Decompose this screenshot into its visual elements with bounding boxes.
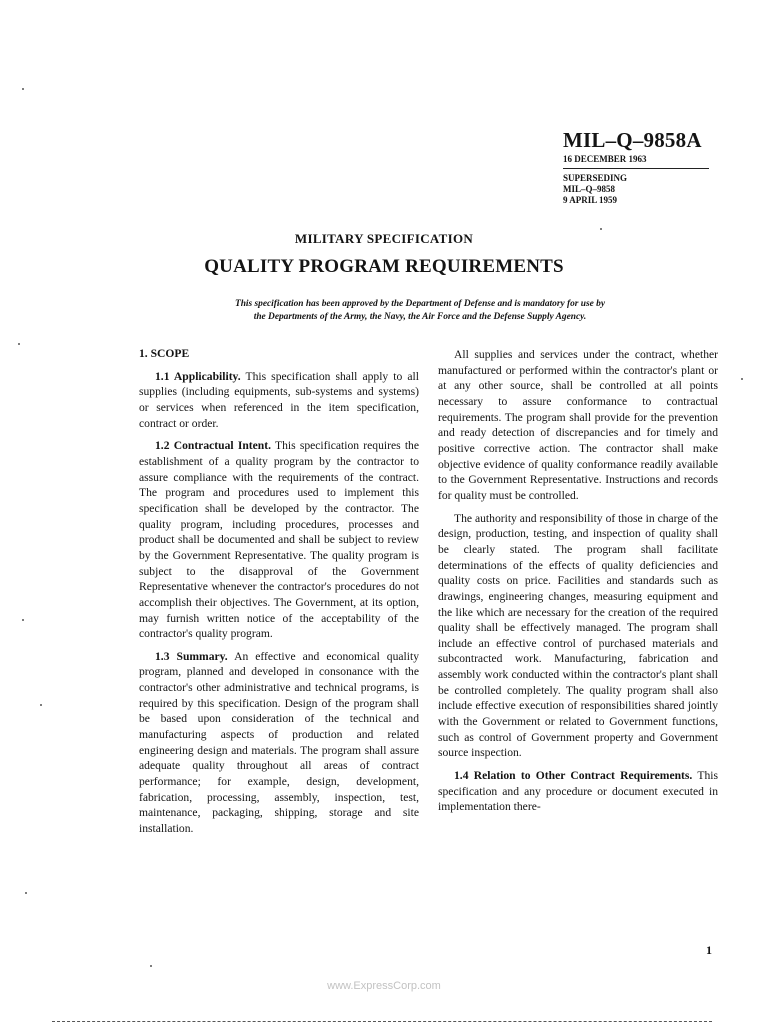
approval-statement bbox=[150, 298, 690, 324]
document-number: MIL–Q–9858A bbox=[563, 128, 702, 152]
paragraph-1-3 bbox=[139, 649, 419, 837]
paragraph-1-2-text: This specification requires the establishment of a quality program by the contractor to assure compliance with the requirements of the contract. The program and procedures used to implement this specification shall be developed by the contractor. The quality program, including procedures, processes and product shall be documented and shall be subject to review by the Government Representative. The quality program is subject to the disapproval of the Government Representative whenever the contractor's procedures do not accomplish their objectives. The Government, at its option, may furnish written notice of the acceptability of the contractor's quality program. bbox=[139, 439, 420, 641]
specification-type: MILITARY SPECIFICATION bbox=[294, 231, 474, 246]
paragraph-1-3-heading: 1.3 Summary. bbox=[155, 649, 228, 663]
paragraph-authority: The authority and responsibility of those in charge of the design, production, testing, and inspection of quality shall be clearly stated. The program shall facilitate determinations of the effects of quality deficiencies and quality costs on price. Facilities and standards such as drawings, engineering changes, measuring equipment and the like which are necessary for the creation of the required quality shall be effectively managed. The program shall include an effective control of purchased materials and subcontracted work. Manufacturing, fabrication and assembly work conducted within the contractor's plant shall be controlled completely. The quality program shall also include effective execution of responsibilities shared jointly with the Government or related to Government functions, such as control of Government property and Government source inspection. bbox=[438, 511, 718, 760]
superseded-document: MIL–Q–9858 bbox=[563, 184, 616, 194]
document-date: 16 DECEMBER 1963 bbox=[563, 154, 647, 164]
paragraph-1-2-heading: 1.2 Contractual Intent. bbox=[155, 439, 271, 453]
document-title: QUALITY PROGRAM REQUIREMENTS bbox=[204, 256, 564, 277]
approval-line-1: This specification has been approved by the Department of Defense and is mandatory for use by bbox=[234, 299, 606, 309]
watermark: www.ExpressCorp.com bbox=[327, 980, 441, 992]
paragraph-1-4 bbox=[438, 768, 718, 815]
scan-speck bbox=[600, 228, 602, 230]
section-heading-scope: 1. SCOPE bbox=[139, 347, 190, 360]
paragraph-1-3-text: An effective and economical quality program, planned and developed in consonance with the contractor's other administrative and technical programs, is required by this specification. Design of the program shall be based upon consideration of the technical and manufacturing aspects of production and related engineering design and materials. The program shall assure adequate quality throughout all areas of contract performance; for example, design, development, fabrication, processing, assembly, inspection, test, maintenance, packaging, shipping, storage and site installation. bbox=[139, 649, 419, 836]
paragraph-1-4-heading: 1.4 Relation to Other Contract Requirements. bbox=[454, 769, 693, 783]
bottom-scan-edge bbox=[52, 1021, 712, 1022]
page-number: 1 bbox=[706, 943, 712, 957]
paragraph-1-2 bbox=[139, 438, 419, 642]
scan-speck bbox=[22, 88, 24, 90]
header-divider bbox=[563, 168, 709, 169]
scan-speck bbox=[150, 965, 152, 967]
document-identifier-block bbox=[563, 128, 743, 206]
paragraph-1-1 bbox=[139, 369, 419, 432]
left-column bbox=[139, 346, 419, 844]
right-column bbox=[438, 347, 718, 822]
scan-speck bbox=[40, 704, 42, 706]
scan-speck bbox=[741, 378, 743, 380]
superseding-label: SUPERSEDING bbox=[563, 173, 628, 183]
scan-speck bbox=[22, 619, 24, 621]
scan-speck bbox=[18, 343, 20, 345]
scan-speck bbox=[25, 892, 27, 894]
paragraph-1-4-text: This specification and any procedure or document executed in implementation there- bbox=[438, 769, 718, 814]
paragraph-1-1-text: This specification shall apply to all supplies (including equipments, sub-systems and systems) or services when referenced in the item specification, contract or order. bbox=[139, 369, 419, 430]
paragraph-1-1-heading: 1.1 Applicability. bbox=[155, 369, 241, 383]
superseded-date: 9 APRIL 1959 bbox=[563, 195, 618, 205]
paragraph-controls: All supplies and services under the contract, whether manufactured or performed within the contractor's plant or at any other source, shall be controlled at all points necessary to assure conformance to contractual requirements. The program shall provide for the prevention and ready detection of discrepancies and for timely and positive corrective action. The contractor shall make objective evidence of quality conformance readily available to the Government Representative. Instructions and records for quality must be controlled. bbox=[438, 348, 718, 502]
approval-line-2: the Departments of the Army, the Navy, the Air Force and the Defense Supply Agency. bbox=[253, 312, 587, 322]
